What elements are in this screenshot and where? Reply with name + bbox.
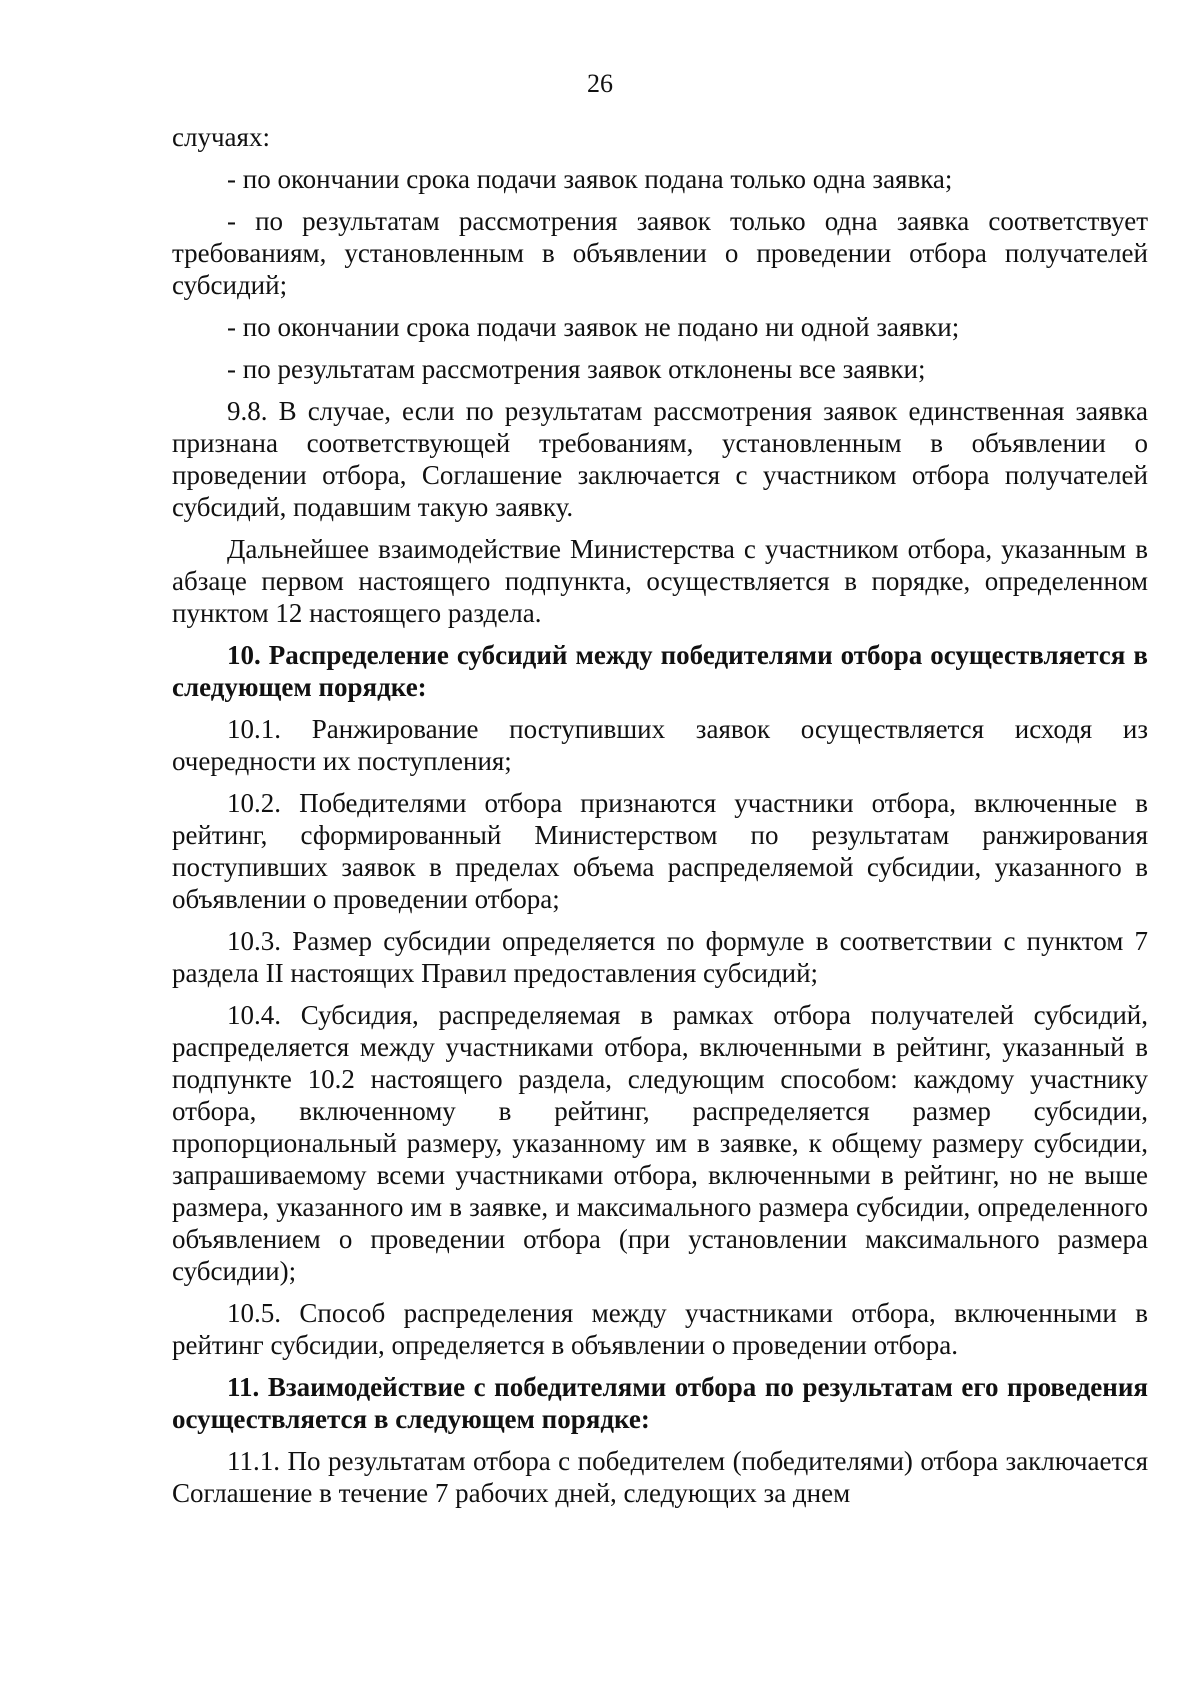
section-heading-10: 10. Распределение субсидий между победителями отбора осуществляется в следующем порядке: [172, 640, 1148, 702]
list-item-no-applications: - по окончании срока подачи заявок не подано ни одной заявки; [227, 312, 960, 342]
clause-10-2: 10.2. Победителями отбора признаются участники отбора, включенные в рейтинг, сформированный Министерством по результатам ранжирования поступивших заявок в пределах объема распределяемой субсидии, указанного в объявлении о проведении отбора; [172, 788, 1148, 914]
page-number: 26 [587, 69, 613, 98]
paragraph-continuation: случаях: [172, 122, 270, 152]
paragraph-further-interaction: Дальнейшее взаимодействие Министерства с участником отбора, указанным в абзаце первом настоящего подпункта, осуществляется в порядке, определенном пунктом 12 настоящего раздела. [172, 534, 1148, 628]
document-body [172, 121, 1148, 1519]
clause-10-1: 10.1. Ранжирование поступивших заявок осуществляется исходя из очередности их поступления; [172, 714, 1148, 776]
clause-11-1: 11.1. По результатам отбора с победителем (победителями) отбора заключается Соглашение в течение 7 рабочих дней, следующих за днем [172, 1446, 1148, 1508]
clause-10-5: 10.5. Способ распределения между участниками отбора, включенными в рейтинг субсидии, определяется в объявлении о проведении отбора. [172, 1298, 1148, 1360]
section-heading-11: 11. Взаимодействие с победителями отбора по результатам его проведения осуществляется в следующем порядке: [172, 1372, 1148, 1434]
clause-10-3: 10.3. Размер субсидии определяется по формуле в соответствии с пунктом 7 раздела II настоящих Правил предоставления субсидий; [172, 926, 1148, 988]
list-item-all-rejected: - по результатам рассмотрения заявок отклонены все заявки; [227, 354, 926, 384]
list-item-single-application: - по окончании срока подачи заявок подана только одна заявка; [227, 164, 953, 194]
clause-10-4: 10.4. Субсидия, распределяемая в рамках отбора получателей субсидий, распределяется между участниками отбора, включенными в рейтинг, указанный в подпункте 10.2 настоящего раздела, следующим способом: каждому участнику отбора, включенному в рейтинг, распределяется размер субсидии, пропорциональный размеру, указанному им в заявке, к общему размеру субсидии, запрашиваемому всеми участниками отбора, включенными в рейтинг, но не выше размера, указанного им в заявке, и максимального размера субсидии, определенного объявлением о проведении отбора (при установлении максимального размера субсидии); [172, 1000, 1148, 1286]
clause-9-8: 9.8. В случае, если по результатам рассмотрения заявок единственная заявка признана соответствующей требованиям, установленным в объявлении о проведении отбора, Соглашение заключается с участником отбора получателей субсидий, подавшим такую заявку. [172, 396, 1148, 522]
list-item-single-compliant: - по результатам рассмотрения заявок только одна заявка соответствует требованиям, установленным в объявлении о проведении отбора получателей субсидий; [172, 206, 1148, 300]
